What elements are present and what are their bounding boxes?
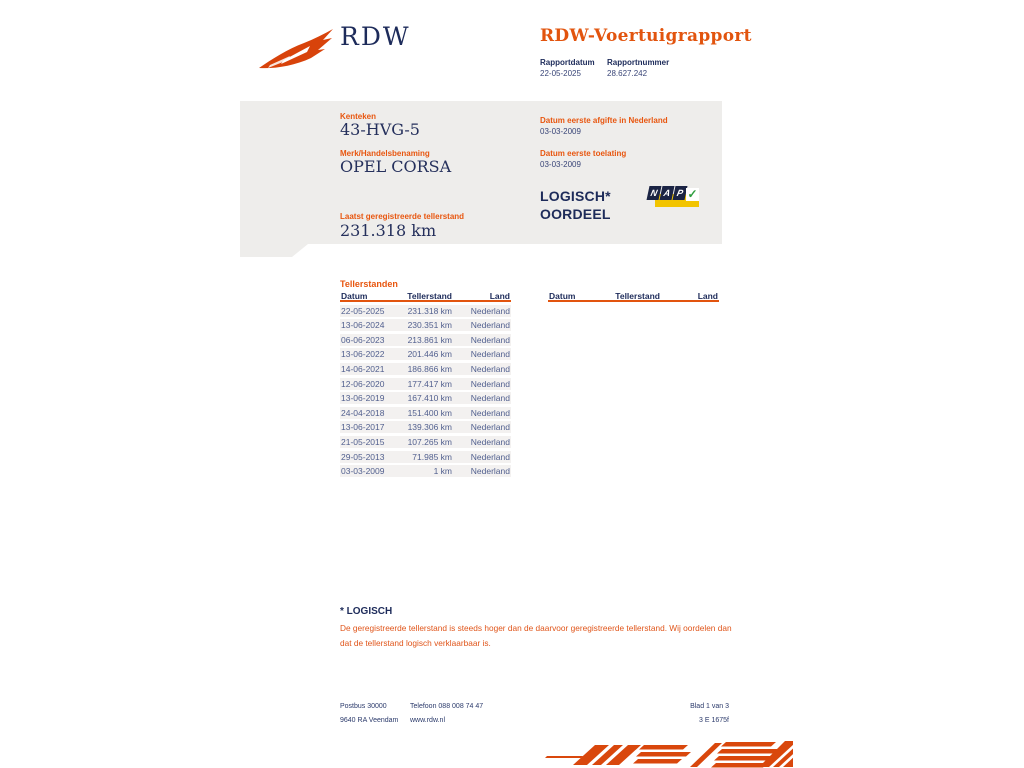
footer-form-code: 3 E 1675f bbox=[699, 717, 729, 724]
oordeel-verdict bbox=[540, 187, 611, 223]
table-row bbox=[340, 436, 511, 448]
cell-datum: 12-06-2020 bbox=[341, 378, 385, 389]
nap-letter-n: N bbox=[647, 186, 662, 200]
cell-tellerstand: 231.318 km bbox=[407, 305, 452, 316]
rdw-stripes-graphic bbox=[543, 739, 793, 768]
nap-letter-p: P bbox=[673, 186, 688, 200]
cell-datum: 21-05-2015 bbox=[341, 436, 385, 447]
footer-page-number: Blad 1 van 3 bbox=[690, 703, 729, 710]
table-row bbox=[340, 363, 511, 375]
header-land: Land bbox=[489, 291, 510, 301]
cell-land: Nederland bbox=[470, 378, 510, 389]
table-row bbox=[340, 421, 511, 433]
toelating-label: Datum eerste toelating bbox=[540, 149, 627, 158]
cell-datum: 13-06-2022 bbox=[341, 349, 385, 360]
table-header-row bbox=[340, 291, 511, 302]
header-tellerstand: Tellerstand bbox=[615, 291, 660, 301]
footer-address bbox=[340, 700, 398, 728]
table-row bbox=[340, 465, 511, 477]
table-body bbox=[340, 305, 511, 478]
afgifte-label: Datum eerste afgifte in Nederland bbox=[540, 116, 668, 125]
odometer-table-right bbox=[548, 291, 719, 302]
nap-logo bbox=[648, 185, 702, 211]
report-date-value: 22-05-2025 bbox=[540, 69, 581, 78]
cell-datum: 29-05-2013 bbox=[341, 451, 385, 462]
cell-datum: 06-06-2023 bbox=[341, 334, 385, 345]
cell-datum: 24-04-2018 bbox=[341, 407, 385, 418]
cell-land: Nederland bbox=[470, 466, 510, 477]
cell-tellerstand: 1 km bbox=[433, 466, 452, 477]
table-row bbox=[340, 305, 511, 317]
tellerstand-label: Laatst geregistreerde tellerstand bbox=[340, 212, 465, 221]
cell-land: Nederland bbox=[470, 436, 510, 447]
cell-land: Nederland bbox=[470, 305, 510, 316]
nap-letter-a: A bbox=[660, 186, 675, 200]
cell-tellerstand: 139.306 km bbox=[407, 422, 452, 433]
cell-land: Nederland bbox=[470, 393, 510, 404]
footer-address-line1: Postbus 30000 bbox=[340, 703, 387, 710]
header-tellerstand: Tellerstand bbox=[407, 291, 452, 301]
oordeel-line2: OORDEEL bbox=[540, 206, 611, 222]
header-datum: Datum bbox=[341, 291, 368, 301]
oordeel-line1: LOGISCH* bbox=[540, 188, 611, 204]
report-number-label: Rapportnummer bbox=[607, 58, 670, 67]
cell-land: Nederland bbox=[470, 334, 510, 345]
cell-tellerstand: 107.265 km bbox=[407, 436, 452, 447]
cell-tellerstand: 186.866 km bbox=[407, 363, 452, 374]
merk-value: OPEL CORSA bbox=[340, 157, 452, 176]
footer-address-line2: 9640 RA Veendam bbox=[340, 717, 399, 724]
header-datum: Datum bbox=[549, 291, 576, 301]
table-row bbox=[340, 348, 511, 360]
cell-datum: 13-06-2017 bbox=[341, 422, 385, 433]
cell-land: Nederland bbox=[470, 422, 510, 433]
footer-website[interactable]: www.rdw.nl bbox=[410, 717, 446, 724]
cell-land: Nederland bbox=[470, 407, 510, 418]
cell-datum: 14-06-2021 bbox=[341, 363, 385, 374]
rdw-logo-text: RDW bbox=[340, 22, 411, 51]
document-title: RDW-Voertuigrapport bbox=[540, 26, 752, 46]
report-number-value: 28.627.242 bbox=[607, 69, 648, 78]
table-row bbox=[340, 392, 511, 404]
cell-tellerstand: 213.861 km bbox=[407, 334, 452, 345]
tellerstanden-section-title: Tellerstanden bbox=[340, 279, 398, 289]
cell-tellerstand: 167.410 km bbox=[407, 393, 452, 404]
header-land: Land bbox=[697, 291, 718, 301]
table-row bbox=[340, 334, 511, 346]
cell-tellerstand: 177.417 km bbox=[407, 378, 452, 389]
cell-tellerstand: 151.400 km bbox=[407, 407, 452, 418]
tellerstand-value: 231.318 km bbox=[340, 221, 437, 240]
footnote-title: * LOGISCH bbox=[340, 606, 393, 617]
table-header-row bbox=[548, 291, 719, 302]
table-row bbox=[340, 378, 511, 390]
merk-label: Merk/Handelsbenaming bbox=[340, 149, 430, 158]
footer-contact bbox=[410, 700, 483, 728]
kenteken-label: Kenteken bbox=[340, 112, 377, 121]
cell-land: Nederland bbox=[470, 363, 510, 374]
cell-datum: 03-03-2009 bbox=[341, 466, 385, 477]
cell-datum: 22-05-2025 bbox=[341, 305, 385, 316]
toelating-value: 03-03-2009 bbox=[540, 160, 581, 169]
nap-checkmark-icon: ✓ bbox=[687, 187, 698, 201]
footer-phone: Telefoon 088 008 74 47 bbox=[410, 703, 484, 710]
cell-tellerstand: 201.446 km bbox=[407, 349, 452, 360]
afgifte-value: 03-03-2009 bbox=[540, 127, 581, 136]
cell-land: Nederland bbox=[470, 320, 510, 331]
odometer-table-left bbox=[340, 291, 511, 477]
cell-datum: 13-06-2024 bbox=[341, 320, 385, 331]
kenteken-value: 43-HVG-5 bbox=[340, 120, 420, 139]
table-row bbox=[340, 407, 511, 419]
table-row bbox=[340, 451, 511, 463]
footer-page-info bbox=[639, 700, 729, 728]
rdw-wing-logo-icon bbox=[256, 25, 336, 71]
report-date-label: Rapportdatum bbox=[540, 58, 595, 67]
cell-datum: 13-06-2019 bbox=[341, 393, 385, 404]
footnote-text: De geregistreerde tellerstand is steeds hoger dan de daarvoor geregistreerde tellerstand. Wij oordelen dan dat de tellerstand logisch verklaarbaar is. bbox=[340, 623, 732, 648]
cell-tellerstand: 230.351 km bbox=[407, 320, 452, 331]
cell-land: Nederland bbox=[470, 349, 510, 360]
table-row bbox=[340, 319, 511, 331]
cell-land: Nederland bbox=[470, 451, 510, 462]
cell-tellerstand: 71.985 km bbox=[412, 451, 452, 462]
